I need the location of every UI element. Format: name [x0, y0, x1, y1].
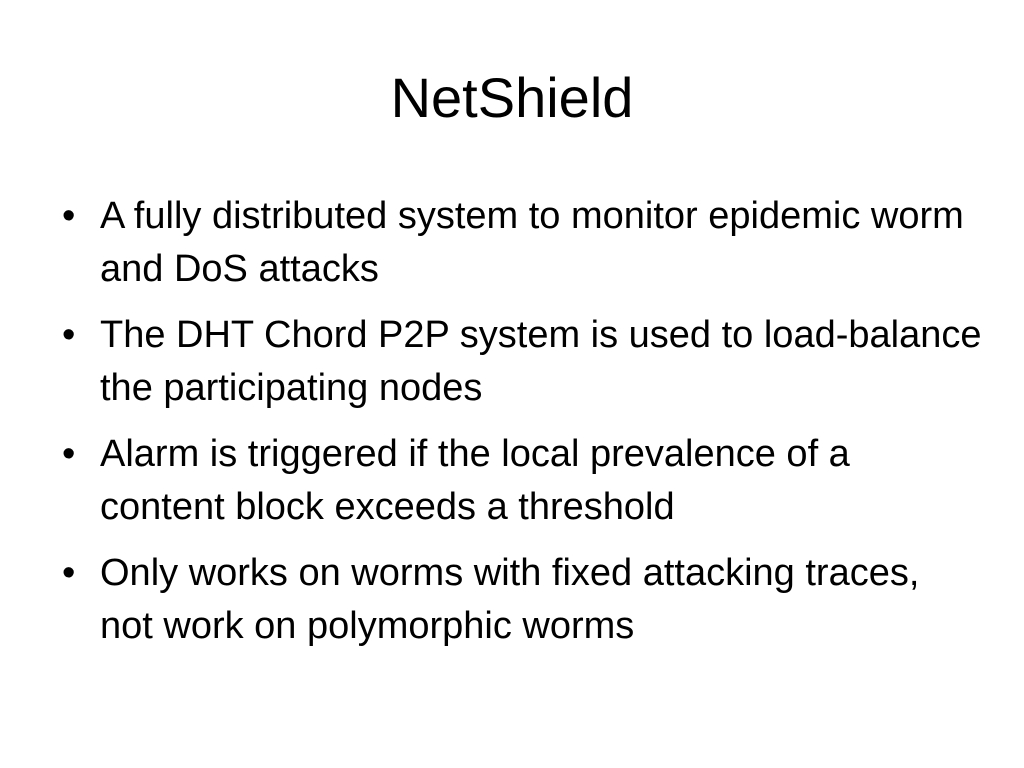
bullet-list: [62, 190, 982, 666]
bullet-item: [62, 428, 982, 534]
bullet-icon: •: [62, 195, 76, 237]
bullet-item: [62, 547, 982, 653]
bullet-icon: •: [62, 552, 76, 594]
bullet-item: [62, 190, 982, 296]
bullet-text: A fully distributed system to monitor epidemic worm and DoS attacks: [100, 195, 964, 290]
bullet-item: [62, 309, 982, 415]
bullet-text: Only works on worms with fixed attacking traces, not work on polymorphic worms: [100, 552, 920, 647]
bullet-text: The DHT Chord P2P system is used to load-balance the participating nodes: [100, 314, 982, 409]
slide-title: NetShield: [390, 66, 634, 129]
bullet-icon: •: [62, 314, 76, 356]
bullet-text: Alarm is triggered if the local prevalence of a content block exceeds a threshold: [100, 433, 850, 528]
bullet-icon: •: [62, 433, 76, 475]
